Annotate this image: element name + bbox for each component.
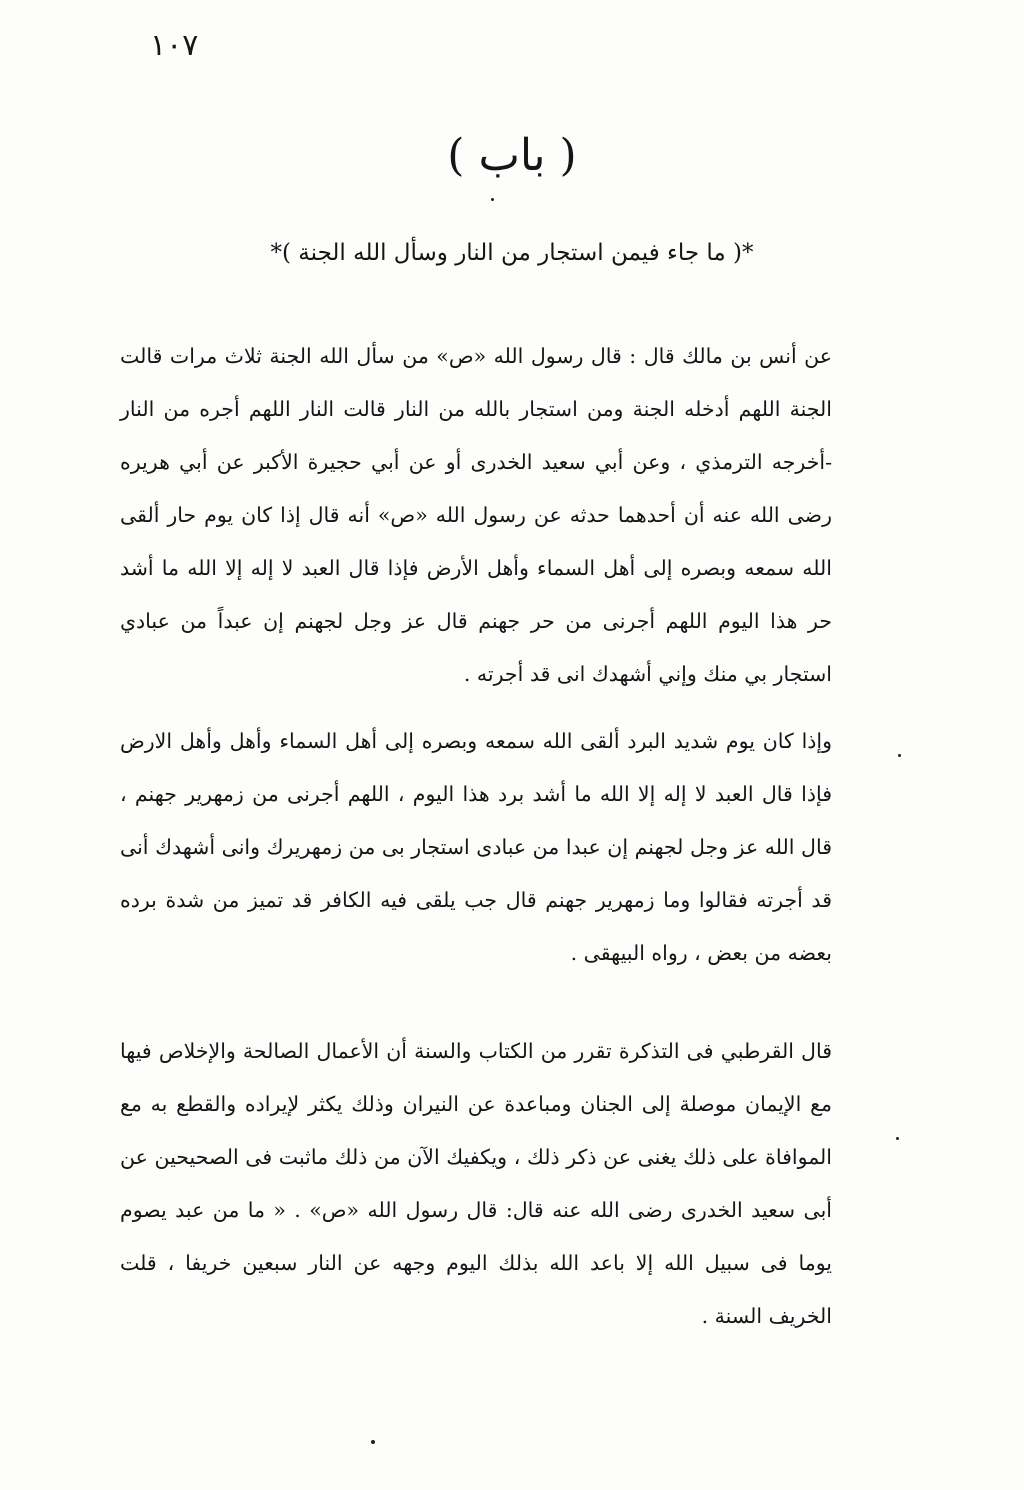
chapter-subtitle: *( ما جاء فيمن استجار من النار وسأل الله الجنة )* [270, 240, 754, 266]
scan-speck [371, 1440, 375, 1444]
paragraph: وإذا كان يوم شديد البرد ألقى الله سمعه وبصره إلى أهل السماء وأهل وأهل الارض فإذا قال العبد لا إله إلا الله ما أشد برد هذا اليوم ، اللهم أجرنى من زمهرير جهنم ، قال الله عز وجل لجهنم إن عبدا من عبادى استجار بى من زمهريرك وانى أشهدك أنى قد أجرته فقالوا وما زمهرير جهنم قال جب يلقى فيه الكافر قد تميز من شدة برده بعضه من بعض ، رواه البيهقى . [120, 729, 832, 965]
chapter-title: ( باب ) [447, 130, 577, 181]
scan-speck [898, 754, 901, 757]
scan-speck [491, 198, 494, 201]
paragraph: قال القرطبي فى التذكرة تقرر من الكتاب والسنة أن الأعمال الصالحة والإخلاص فيها مع الإيمان موصلة إلى الجنان ومباعدة عن النيران وذلك يكثر لإيراده والقطع به مع الموافاة على ذلك يغنى عن ذكر ذلك ، ويكفيك الآن من ذلك ماثبت فى الصحيحين عن أبى سعيد الخدرى رضى الله عنه قال: قال رسول الله «ص» . « ما من عبد يصوم يوما فى سبيل الله إلا باعد الله بذلك اليوم وجهه عن النار سبعين خريفا ، قلت الخريف السنة . [120, 1039, 832, 1328]
scan-speck [896, 1137, 899, 1140]
page-number: ١٠٧ [150, 28, 199, 63]
paragraph: عن أنس بن مالك قال : قال رسول الله «ص» من سأل الله الجنة ثلاث مرات قالت الجنة اللهم أدخله الجنة ومن استجار بالله من النار قالت النار اللهم أجره من النار -أخرجه الترمذي ، وعن أبي سعيد الخدرى أو عن أبي حجيرة الأكبر عن أبي هريره رضى الله عنه أن أحدهما حدثه عن رسول الله «ص» أنه قال إذا كان يوم حار ألقى الله سمعه وبصره إلى أهل السماء وأهل الأرض فإذا قال العبد لا إله إلا الله ما أشد حر هذا اليوم اللهم أجرنى من حر جهنم قال عز وجل لجهنم إن عبداً من عبادي استجار بي منك وإني أشهدك انى قد أجرته . [120, 344, 832, 686]
